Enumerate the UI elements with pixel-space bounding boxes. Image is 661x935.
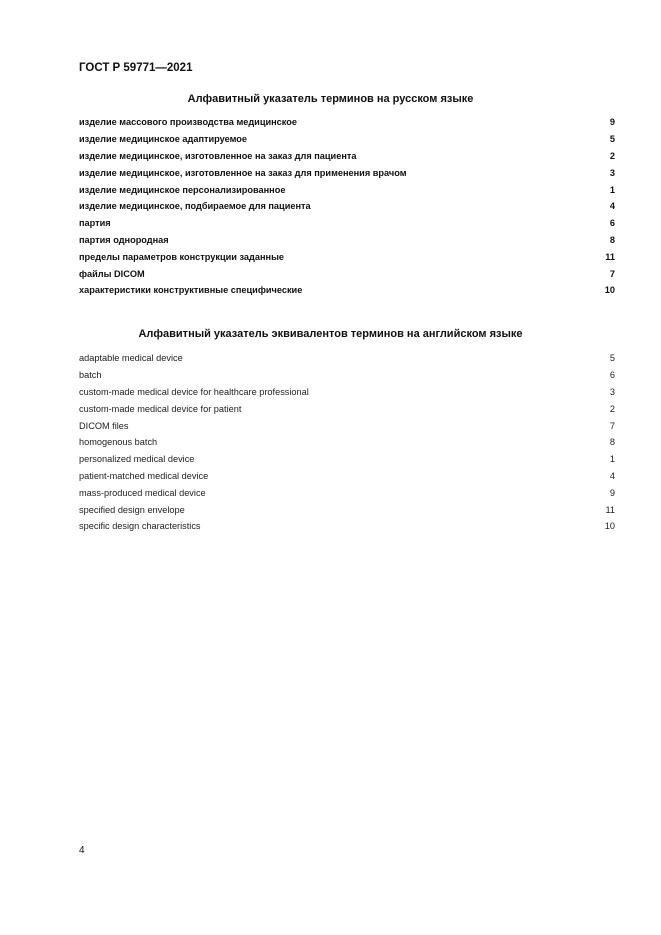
term-number: 10 xyxy=(604,285,615,296)
list-item xyxy=(79,114,615,131)
term-number: 6 xyxy=(609,370,615,381)
term-label: batch xyxy=(79,370,102,381)
term-label: изделие медицинское, подбираемое для пациента xyxy=(79,201,311,212)
ru-index-title: Алфавитный указатель терминов на русском языке xyxy=(187,93,474,105)
list-item xyxy=(79,282,615,299)
term-number: 8 xyxy=(609,437,615,448)
term-number: 9 xyxy=(609,117,615,128)
term-label: patient-matched medical device xyxy=(79,470,209,481)
list-item xyxy=(79,198,615,215)
term-number: 11 xyxy=(605,504,615,515)
term-label: файлы DICOM xyxy=(79,268,145,279)
term-number: 7 xyxy=(609,420,615,431)
term-number: 3 xyxy=(609,386,615,397)
list-item xyxy=(79,131,615,148)
term-number: 2 xyxy=(609,403,615,414)
ru-index-list xyxy=(79,114,615,299)
term-number: 11 xyxy=(605,251,615,262)
term-number: 8 xyxy=(609,234,615,245)
en-index-title: Алфавитный указатель эквивалентов терминов на английском языке xyxy=(138,328,523,340)
term-label: custom-made medical device for healthcare professional xyxy=(79,386,309,397)
term-label: пределы параметров конструкции заданные xyxy=(79,251,285,262)
term-number: 10 xyxy=(604,521,615,532)
list-item xyxy=(79,164,615,181)
term-label: personalized medical device xyxy=(79,454,195,465)
term-number: 1 xyxy=(609,454,615,465)
list-item xyxy=(79,232,615,249)
term-number: 4 xyxy=(609,470,615,481)
document-id: ГОСТ Р 59771—2021 xyxy=(79,62,193,74)
list-item xyxy=(79,148,615,165)
list-item xyxy=(79,468,615,485)
term-label: характеристики конструктивные специфические xyxy=(79,285,303,296)
term-label: specific design characteristics xyxy=(79,521,201,532)
term-label: изделие массового производства медицинское xyxy=(79,117,297,128)
term-label: specified design envelope xyxy=(79,504,185,515)
en-index-list xyxy=(79,350,615,535)
list-item xyxy=(79,181,615,198)
list-item xyxy=(79,484,615,501)
list-item xyxy=(79,350,615,367)
list-item xyxy=(79,384,615,401)
list-item xyxy=(79,434,615,451)
term-number: 5 xyxy=(609,134,615,145)
list-item xyxy=(79,265,615,282)
term-number: 7 xyxy=(609,268,615,279)
term-label: изделие медицинское адаптируемое xyxy=(79,134,248,145)
term-number: 5 xyxy=(609,353,615,364)
list-item xyxy=(79,501,615,518)
list-item xyxy=(79,400,615,417)
term-number: 2 xyxy=(609,150,615,161)
term-label: custom-made medical device for patient xyxy=(79,403,242,414)
term-number: 6 xyxy=(609,218,615,229)
term-label: homogenous batch xyxy=(79,437,158,448)
list-item xyxy=(79,417,615,434)
term-label: mass-produced medical device xyxy=(79,487,206,498)
list-item xyxy=(79,215,615,232)
page-number: 4 xyxy=(79,845,85,856)
term-number: 9 xyxy=(609,487,615,498)
term-label: adaptable medical device xyxy=(79,353,183,364)
term-number: 4 xyxy=(609,201,615,212)
list-item xyxy=(79,248,615,265)
term-label: изделие медицинское, изготовленное на заказ для пациента xyxy=(79,150,357,161)
list-item xyxy=(79,518,615,535)
term-label: изделие медицинское, изготовленное на заказ для применения врачом xyxy=(79,167,407,178)
term-label: DICOM files xyxy=(79,420,129,431)
term-label: партия xyxy=(79,218,111,229)
list-item xyxy=(79,451,615,468)
term-label: партия однородная xyxy=(79,234,169,245)
term-number: 3 xyxy=(609,167,615,178)
term-number: 1 xyxy=(609,184,615,195)
term-label: изделие медицинское персонализированное xyxy=(79,184,286,195)
list-item xyxy=(79,367,615,384)
